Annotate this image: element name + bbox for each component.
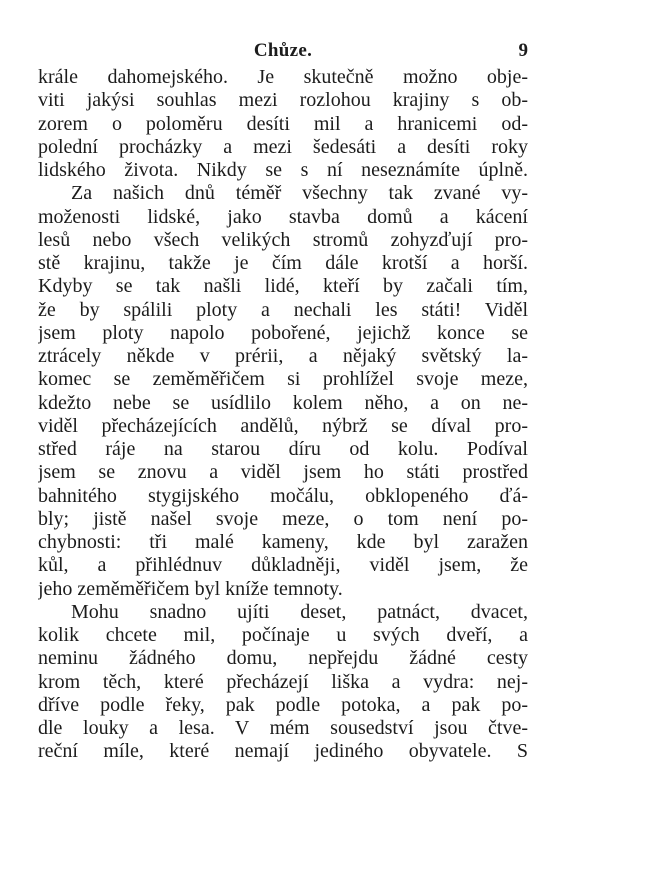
text-line: lidského života. Nikdy se s ní neseznámíte úplně. xyxy=(38,159,528,181)
text-line: dle louky a lesa. V mém sousedství jsou čtve- xyxy=(38,717,528,739)
text-line: neminu žádného domu, nepřejdu žádné cesty xyxy=(38,647,528,670)
body-text xyxy=(38,66,528,764)
text-line: zorem o poloměru desíti mil a hranicemi od- xyxy=(38,112,528,135)
text-line: Mohu snadno ujíti deset, patnáct, dvacet, xyxy=(71,600,528,623)
text-line: krále dahomejského. Je skutečně možno obje- xyxy=(38,66,528,88)
text-line: že by spálili ploty a nechali les státi! Viděl xyxy=(38,298,528,321)
text-line: Kdyby se tak našli lidé, kteří by začali tím, xyxy=(38,275,528,298)
text-line: jsem ploty napolo pobořené, jejichž konce se xyxy=(38,321,528,344)
text-line: bly; jistě našel svoje meze, o tom není po- xyxy=(38,507,528,530)
paragraph-2 xyxy=(38,182,528,601)
text-line: reční míle, které nemají jediného obyvatele. S xyxy=(38,740,528,763)
text-line: jeho zeměměřičem byl kníže temnoty. xyxy=(38,577,343,600)
paragraph-1 xyxy=(38,66,528,182)
text-line: kolik chcete mil, počínaje u svých dveří, a xyxy=(38,624,528,646)
chapter-title: Chůze. xyxy=(253,40,313,61)
text-line: moženosti lidské, jako stavba domů a kácení xyxy=(38,205,528,228)
text-line: jsem se znovu a viděl jsem ho státi prostřed xyxy=(38,461,528,484)
text-line: dříve podle řeky, pak podle potoka, a pak po- xyxy=(38,693,528,716)
page-number: 9 xyxy=(518,40,528,61)
text-line: lesů nebo všech velikých stromů zohyzďují pro- xyxy=(38,228,528,251)
text-line: polední procházky a mezi šedesáti a desíti roky xyxy=(38,135,528,158)
text-line: krom těch, které přecházejí liška a vydra: nej- xyxy=(38,670,528,693)
text-line: Za našich dnů téměř všechny tak zvané vy- xyxy=(71,182,528,205)
text-line: chybnosti: tři malé kameny, kde byl zaražen xyxy=(38,531,528,553)
text-line: kdežto nebe se usídlilo kolem něho, a on ne- xyxy=(38,391,528,414)
text-line: viti jakýsi souhlas mezi rozlohou krajiny s ob- xyxy=(38,89,528,112)
text-line: ztrácely někde v prérii, a nějaký světský la- xyxy=(38,345,528,367)
text-line: kůl, a přihlédnuv důkladněji, viděl jsem, že xyxy=(38,554,528,577)
text-line: střed ráje na starou díru od kolu. Podíval xyxy=(38,438,528,460)
text-line: stě krajinu, takže je čím dále krotší a horší. xyxy=(38,252,528,274)
text-line: bahnitého stygijského močálu, obklopeného ďá- xyxy=(38,484,528,507)
text-line: viděl přecházejících andělů, nýbrž se díval pro- xyxy=(38,414,528,437)
paragraph-3 xyxy=(38,601,528,764)
running-head xyxy=(38,40,528,66)
text-line: komec se zeměměřičem si prohlížel svoje meze, xyxy=(38,368,528,391)
